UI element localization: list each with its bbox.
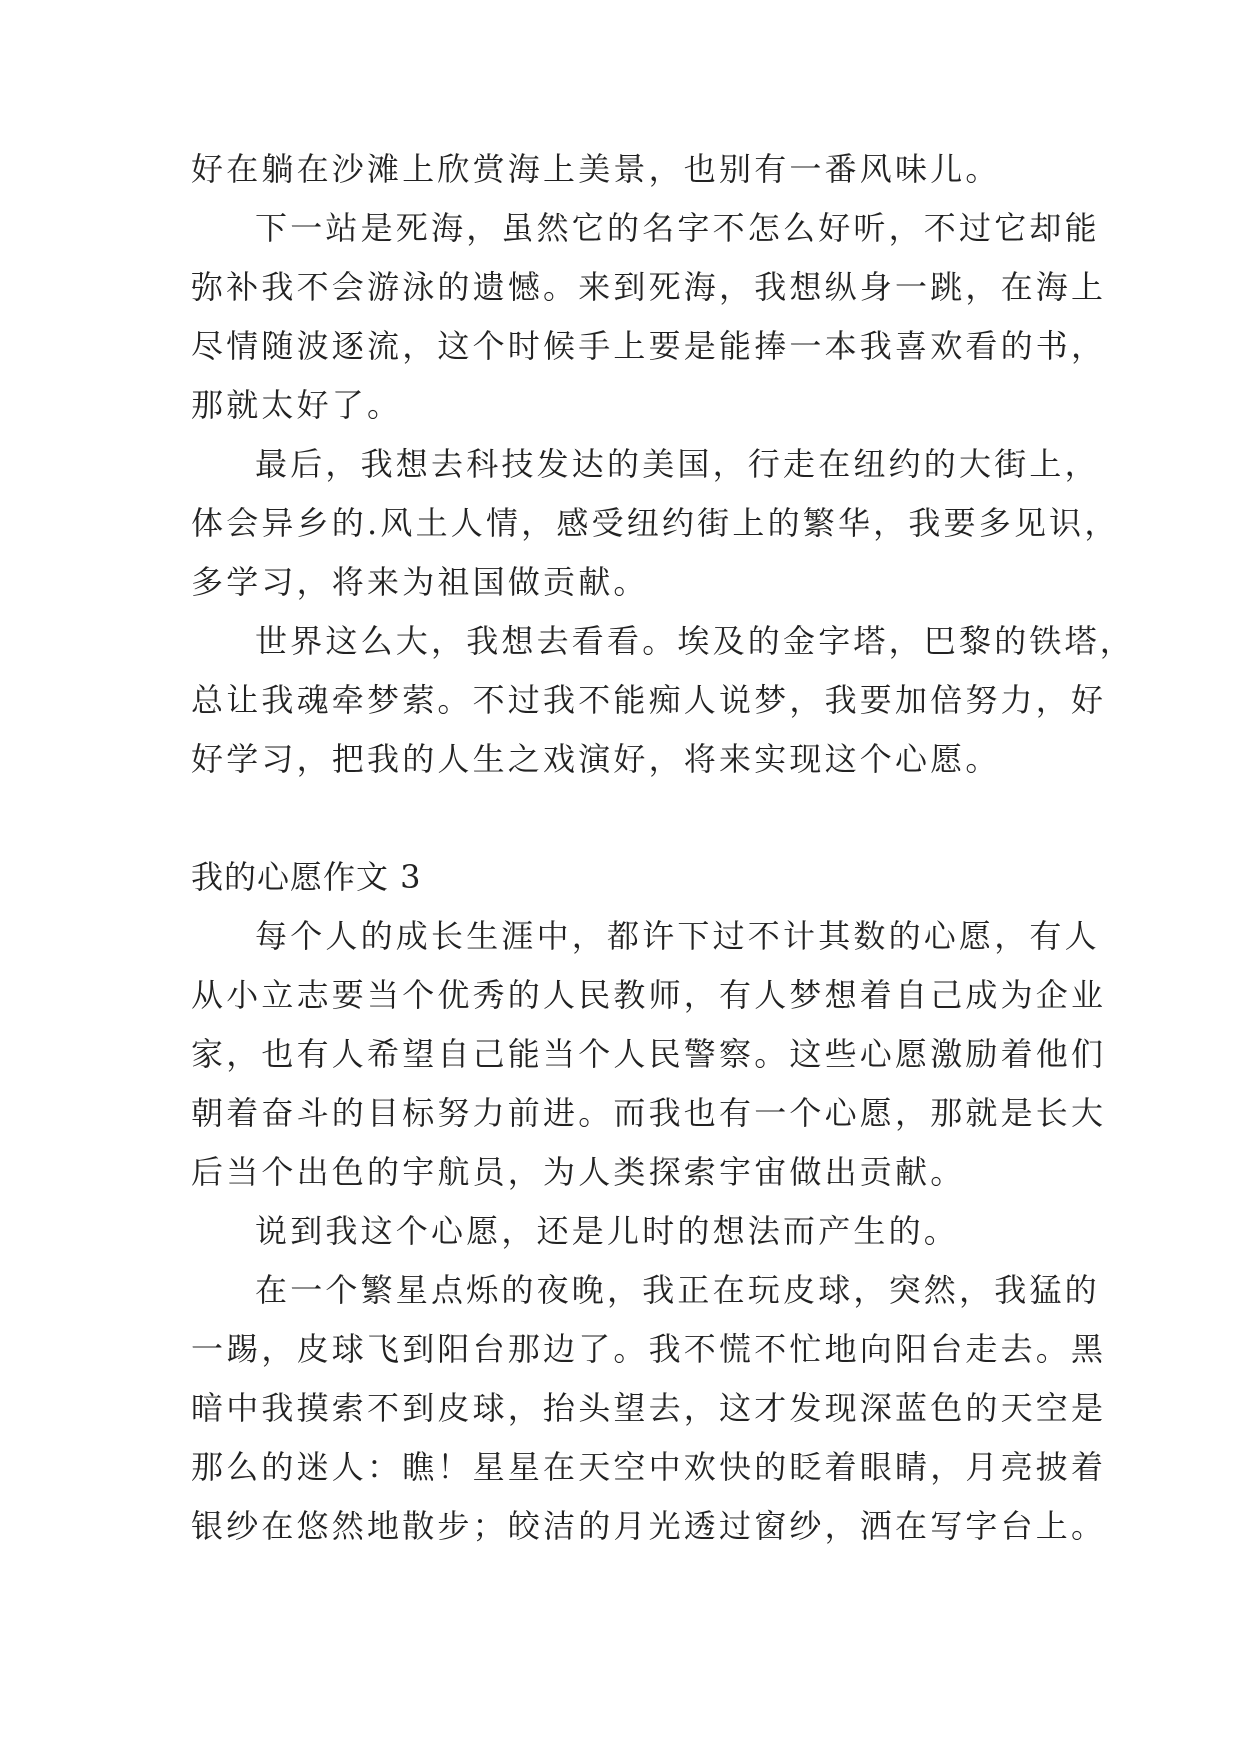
text-line: 尽情随波逐流，这个时候手上要是能捧一本我喜欢看的书，	[191, 327, 1107, 365]
text-line: 朝着奋斗的目标努力前进。而我也有一个心愿，那就是长大	[191, 1094, 1107, 1132]
text-line: 那就太好了。	[191, 386, 403, 424]
text-line: 那么的迷人：瞧！星星在天空中欢快的眨着眼睛，月亮披着	[191, 1448, 1107, 1486]
text-line: 世界这么大，我想去看看。埃及的金字塔，巴黎的铁塔，	[255, 622, 1136, 660]
text-line: 家，也有人希望自己能当个人民警察。这些心愿激励着他们	[191, 1035, 1107, 1073]
text-line: 从小立志要当个优秀的人民教师，有人梦想着自己成为企业	[191, 976, 1107, 1014]
text-line: 后当个出色的宇航员，为人类探索宇宙做出贡献。	[191, 1153, 966, 1191]
text-line: 说到我这个心愿，还是儿时的想法而产生的。	[255, 1212, 960, 1250]
text-line: 在一个繁星点烁的夜晚，我正在玩皮球，突然，我猛的	[255, 1271, 1100, 1309]
section-heading: 我的心愿作文 3	[191, 858, 422, 896]
text-line: 暗中我摸索不到皮球，抬头望去，这才发现深蓝色的天空是	[191, 1389, 1107, 1427]
text-line: 体会异乡的.风土人情，感受纽约街上的繁华，我要多见识，	[191, 504, 1120, 542]
text-line: 每个人的成长生涯中，都许下过不计其数的心愿，有人	[255, 917, 1100, 955]
text-line: 弥补我不会游泳的遗憾。来到死海，我想纵身一跳，在海上	[191, 268, 1107, 306]
text-line: 一踢，皮球飞到阳台那边了。我不慌不忙地向阳台走去。黑	[191, 1330, 1107, 1368]
text-line: 下一站是死海，虽然它的名字不怎么好听，不过它却能	[255, 209, 1100, 247]
text-line: 好学习，把我的人生之戏演好，将来实现这个心愿。	[191, 740, 1001, 778]
text-line: 好在躺在沙滩上欣赏海上美景，也别有一番风味儿。	[191, 150, 1001, 188]
text-line: 多学习，将来为祖国做贡献。	[191, 563, 649, 601]
text-line: 总让我魂牵梦萦。不过我不能痴人说梦，我要加倍努力，好	[191, 681, 1107, 719]
text-line: 最后，我想去科技发达的美国，行走在纽约的大街上，	[255, 445, 1100, 483]
text-line: 银纱在悠然地散步；皎洁的月光透过窗纱，洒在写字台上。	[191, 1507, 1107, 1545]
